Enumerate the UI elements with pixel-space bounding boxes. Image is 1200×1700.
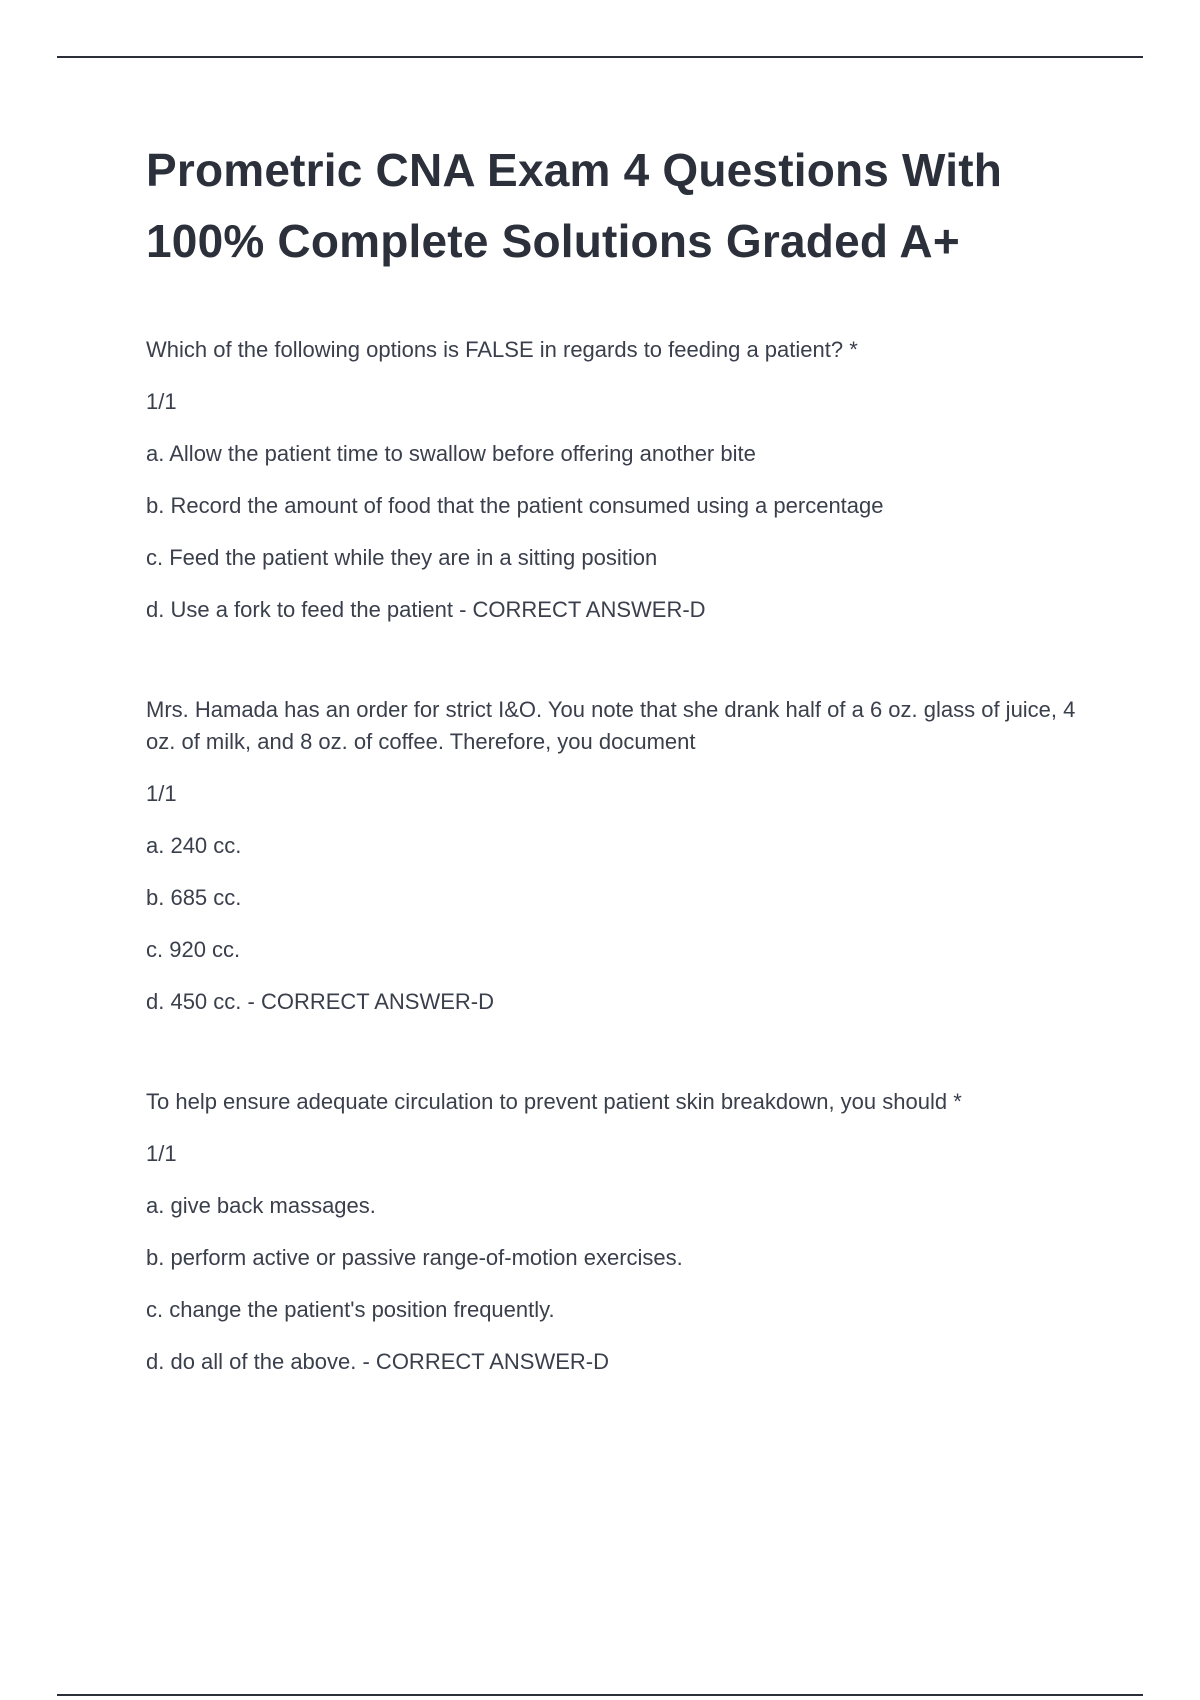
- option-b: b. 685 cc.: [146, 885, 242, 910]
- option-c: c. Feed the patient while they are in a sitting position: [146, 545, 658, 570]
- option-a: a. 240 cc.: [146, 833, 242, 858]
- question-text: To help ensure adequate circulation to prevent patient skin breakdown, you should *: [146, 1089, 962, 1114]
- option-a: a. give back massages.: [146, 1193, 376, 1218]
- question-score: 1/1: [146, 1141, 177, 1166]
- question-list: [146, 334, 1106, 1378]
- question-score: 1/1: [146, 389, 177, 414]
- question-2: [146, 694, 1106, 1018]
- option-c: c. 920 cc.: [146, 937, 241, 962]
- option-b: b. perform active or passive range-of-motion exercises.: [146, 1245, 683, 1270]
- question-text: Which of the following options is FALSE in regards to feeding a patient? *: [146, 337, 858, 362]
- option-a: a. Allow the patient time to swallow before offering another bite: [146, 441, 756, 466]
- question-score: 1/1: [146, 781, 177, 806]
- option-b: b. Record the amount of food that the patient consumed using a percentage: [146, 493, 884, 518]
- question-3: [146, 1086, 1106, 1378]
- option-d: d. do all of the above. - CORRECT ANSWER-D: [146, 1349, 609, 1374]
- option-c: c. change the patient's position frequently.: [146, 1297, 555, 1322]
- question-text: Mrs. Hamada has an order for strict I&O. You note that she drank half of a 6 oz. glass of juice, 4 oz. of milk, and 8 oz. of coffee. Therefore, you document: [146, 697, 1076, 754]
- question-1: [146, 334, 1106, 626]
- top-divider: [57, 56, 1143, 58]
- document-body: [146, 135, 1106, 1446]
- option-d: d. Use a fork to feed the patient - CORRECT ANSWER-D: [146, 597, 706, 622]
- bottom-divider: [57, 1694, 1143, 1696]
- option-d: d. 450 cc. - CORRECT ANSWER-D: [146, 989, 494, 1014]
- document-title: Prometric CNA Exam 4 Questions With 100% Complete Solutions Graded A+: [146, 144, 1003, 267]
